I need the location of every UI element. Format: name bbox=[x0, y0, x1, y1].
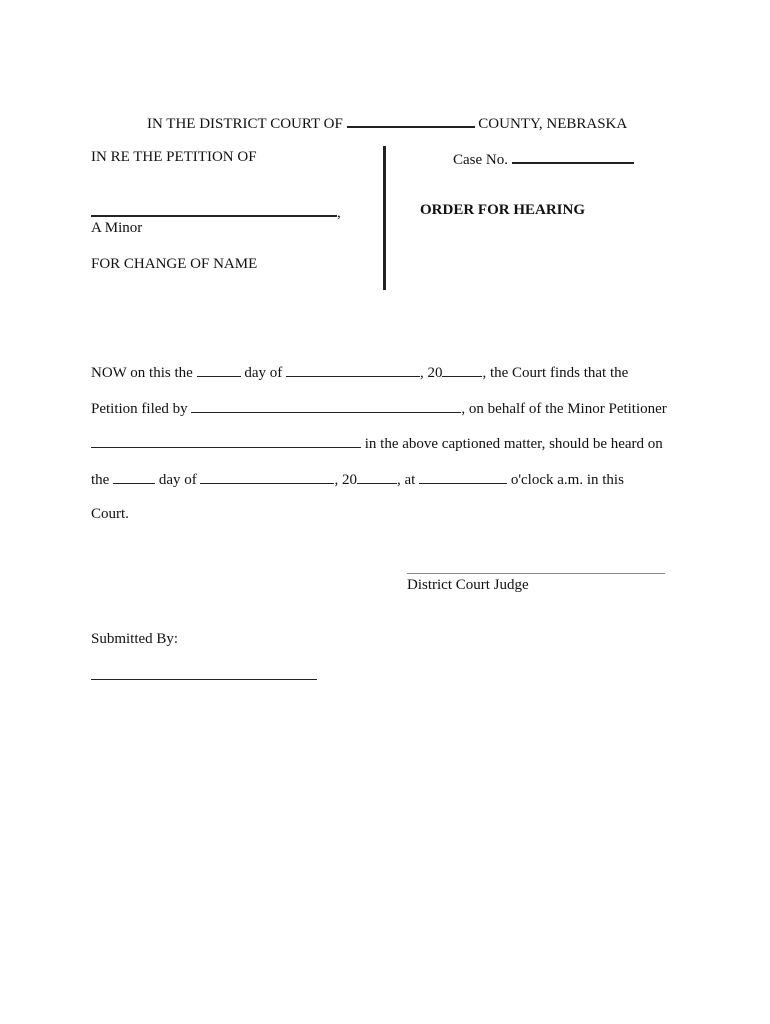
day-blank-1[interactable] bbox=[197, 362, 241, 377]
year-prefix-2: , 20 bbox=[334, 472, 357, 488]
time-blank[interactable] bbox=[419, 469, 507, 484]
body-line-1 bbox=[91, 362, 628, 382]
at-text: , at bbox=[396, 472, 416, 488]
year-blank-2[interactable] bbox=[357, 469, 397, 484]
oclock-text: o'clock a.m. in this bbox=[510, 472, 624, 488]
day-blank-2[interactable] bbox=[113, 469, 155, 484]
judge-label: District Court Judge bbox=[407, 577, 529, 593]
county-blank[interactable] bbox=[347, 112, 475, 128]
day-of-text-1: day of bbox=[244, 365, 283, 381]
body-line-4 bbox=[91, 469, 624, 489]
court-header bbox=[147, 112, 627, 133]
submitted-by-label: Submitted By: bbox=[91, 631, 179, 647]
case-number-line bbox=[453, 148, 634, 169]
a-minor-label: A Minor bbox=[91, 220, 143, 236]
court-period-text: Court. bbox=[91, 506, 129, 522]
body-line-3 bbox=[91, 433, 663, 453]
filed-by-blank[interactable] bbox=[191, 398, 461, 413]
minor-name-blank[interactable] bbox=[91, 201, 337, 217]
the-text: the bbox=[91, 472, 110, 488]
captioned-text: in the above captioned matter, should be heard on bbox=[364, 436, 663, 452]
day-of-text-2: day of bbox=[158, 472, 197, 488]
court-header-prefix: IN THE DISTRICT COURT OF bbox=[147, 116, 343, 132]
petition-of-label: IN RE THE PETITION OF bbox=[91, 149, 257, 165]
court-header-suffix: COUNTY, NEBRASKA bbox=[478, 116, 628, 132]
body-line-2 bbox=[91, 398, 667, 418]
month-blank-2[interactable] bbox=[200, 469, 334, 484]
order-title: ORDER FOR HEARING bbox=[420, 202, 586, 218]
judge-signature-line[interactable] bbox=[407, 573, 665, 574]
year-blank-1[interactable] bbox=[442, 362, 482, 377]
behalf-text: , on behalf of the Minor Petitioner bbox=[461, 401, 667, 417]
year-prefix-1: , 20 bbox=[419, 365, 443, 381]
petitioner-name-blank[interactable] bbox=[91, 433, 361, 448]
filed-by-text: Petition filed by bbox=[91, 401, 188, 417]
caption-divider bbox=[383, 146, 386, 290]
finds-text: , the Court finds that the bbox=[482, 365, 629, 381]
submitted-by-signature-line[interactable] bbox=[91, 679, 317, 680]
change-of-name-label: FOR CHANGE OF NAME bbox=[91, 256, 258, 272]
month-blank-1[interactable] bbox=[286, 362, 420, 377]
minor-name-comma: , bbox=[337, 205, 341, 221]
case-number-blank[interactable] bbox=[512, 148, 634, 164]
now-text: NOW on this the bbox=[91, 365, 193, 381]
case-number-label: Case No. bbox=[453, 152, 508, 168]
